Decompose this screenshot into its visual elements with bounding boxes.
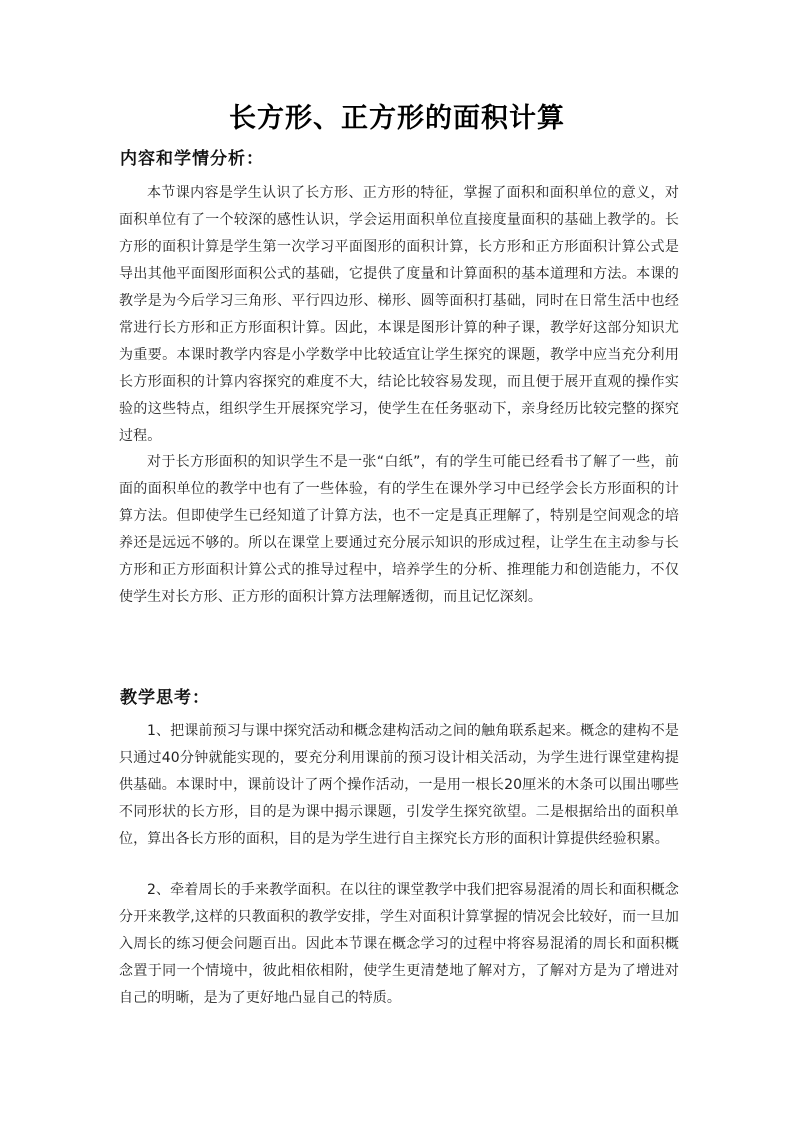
paragraph-content-analysis-1: 本节课内容是学生认识了长方形、正方形的特征，掌握了面积和面积单位的意义，对面积单位有了一个较深的感性认识，学会运用面积单位直接度量面积的基础上教学的。长方形的面积计算是学生第一次学习平面图形的面积计算，长方形和正方形面积计算公式是导出其他平面图形面积公式的基础，它提供了度量和计算面积的基本道理和方法。本课的教学是为今后学习三角形、平行四边形、梯形、圆等面积打基础，同时在日常生活中也经常进行长方形和正方形面积计算。因此，本课是图形计算的种子课，教学好这部分知识尤为重要。本课时教学内容是小学数学中比较适宜让学生探究的课题，教学中应当充分利用长方形面积的计算内容探究的难度不大，结论比较容易发现，而且便于展开直观的操作实验的这些特点，组织学生开展探究学习，使学生在任务驱动下，亲身经历比较完整的探究过程。 — [119, 185, 679, 444]
paragraph-teaching-thoughts-1: 1、把课前预习与课中探究活动和概念建构活动之间的触角联系起来。概念的建构不是只通过40分钟就能实现的，要充分利用课前的预习设计相关活动，为学生进行课堂建构提供基础。本课时中，课前设计了两个操作活动，一是用一根长20厘米的木条可以围出哪些不同形状的长方形，目的是为课中揭示课题，引发学生探究欲望。二是根据给出的面积单位，算出各长方形的面积，目的是为学生进行自主探究长方形的面积计算提供经验积累。 — [119, 723, 679, 847]
section-heading-content-analysis: 内容和学情分析： — [120, 149, 264, 169]
paragraph-teaching-thoughts-2: 2、牵着周长的手来教学面积。在以往的课堂教学中我们把容易混淆的周长和面积概念分开来教学,这样的只教面积的教学安排，学生对面积计算掌握的情况会比较好，而一旦加入周长的练习便会问题百出。因此本节课在概念学习的过程中将容易混淆的周长和面积概念置于同一个情境中，彼此相依相附，使学生更清楚地了解对方，了解对方是为了增进对自己的明晰，是为了更好地凸显自己的特质。 — [119, 882, 679, 1006]
document-title: 长方形、正方形的面积计算 — [229, 103, 565, 134]
section-heading-teaching-thoughts: 教学思考： — [120, 688, 210, 708]
paragraph-content-analysis-2: 对于长方形面积的知识学生不是一张“白纸”，有的学生可能已经看书了解了一些，前面的面积单位的教学中也有了一些体验，有的学生在课外学习中已经学会长方形面积的计算方法。但即使学生已经知道了计算方法，也不一定是真正理解了，特别是空间观念的培养还是远远不够的。所以在课堂上要通过充分展示知识的形成过程，让学生在主动参与长方形和正方形面积计算公式的推导过程中，培养学生的分析、推理能力和创造能力，不仅使学生对长方形、正方形的面积计算方法理解透彻，而且记忆深刻。 — [119, 454, 679, 605]
